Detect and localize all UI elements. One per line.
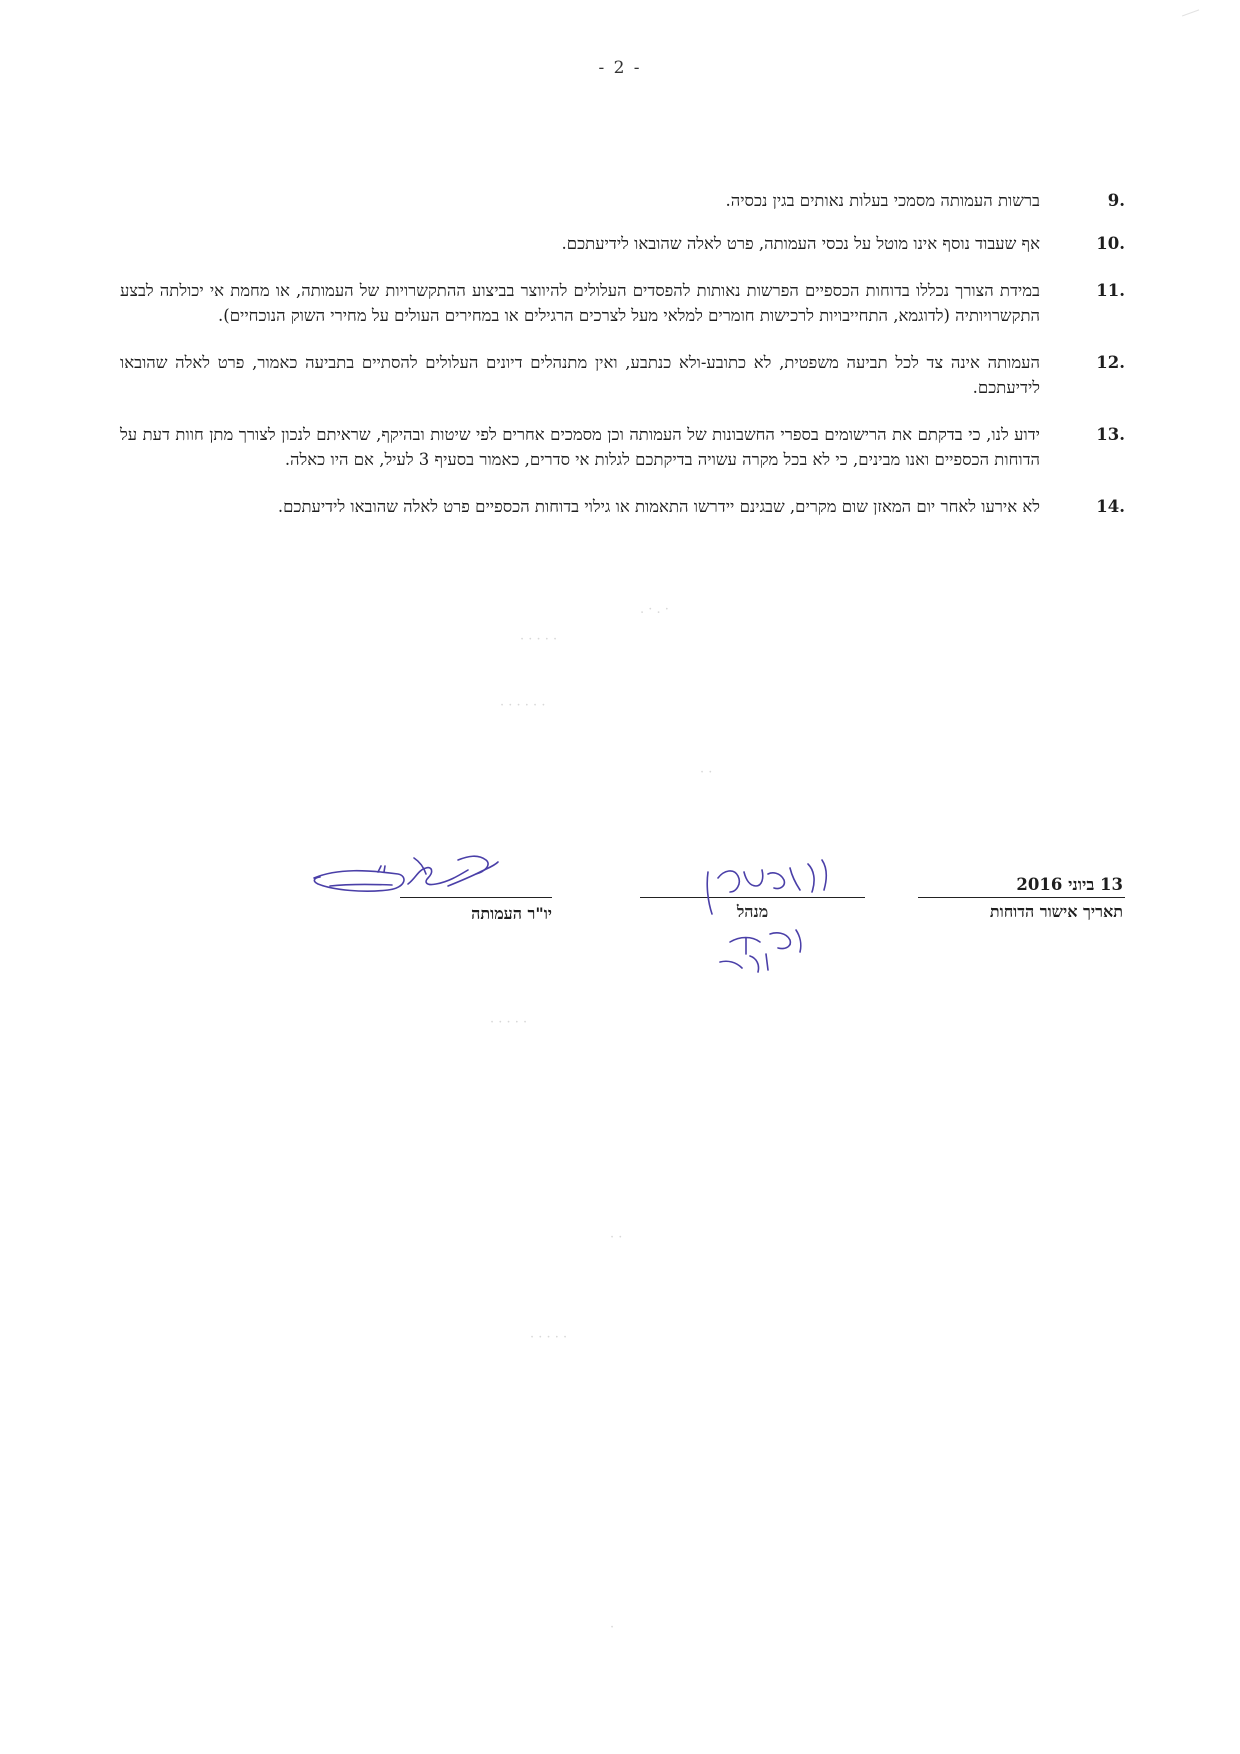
clause-number: .13	[1096, 425, 1125, 444]
scan-bleed-mark: · · · · · ·	[500, 698, 546, 713]
approval-date-value: 13 ביוני 2016	[1016, 875, 1123, 894]
chair-caption: יו"ר העמותה	[471, 904, 552, 923]
clause-number: .10	[1096, 234, 1125, 253]
scan-bleed-mark: . · . ·	[640, 602, 669, 617]
manager-caption: מנהל	[736, 902, 769, 921]
page-number: - 2 -	[598, 58, 642, 78]
clause-11	[120, 278, 1125, 328]
clause-14	[120, 494, 1125, 519]
approval-date-caption: תאריך אישור הדוחות	[989, 902, 1123, 921]
manager-handwritten-signature	[700, 850, 850, 985]
clause-12	[120, 350, 1125, 400]
clause-9	[120, 188, 1125, 213]
clause-text: העמותה אינה צד לכל תביעה משפטית, לא כתובע-ולא כנתבע, ואין מתנהלים דיונים העלולים להסתיים בתביעה כאמור, פרט לאלה שהובאו לידיעתכם.	[120, 353, 1040, 397]
scan-bleed-mark: · ·	[700, 765, 713, 780]
clause-number: .12	[1096, 353, 1125, 372]
date-signature-line	[918, 897, 1125, 898]
approval-date-block	[918, 873, 1125, 922]
scan-bleed-mark: · · · · ·	[490, 1015, 528, 1030]
clause-text: ברשות העמותה מסמכי בעלות נאותים בגין נכסיה.	[725, 191, 1040, 210]
clause-10	[120, 231, 1125, 256]
chair-handwritten-signature	[308, 848, 518, 908]
clause-text: לא אירעו לאחר יום המאזן שום מקרים, שבגינם יידרשו התאמות או גילוי בדוחות הכספיים פרט לאלה שהובאו לידיעתכם.	[277, 497, 1040, 516]
clause-list	[120, 188, 1125, 519]
scan-corner-mark	[1182, 9, 1204, 29]
clause-13	[120, 422, 1125, 472]
clause-number: .9	[1107, 191, 1125, 210]
clause-text: במידת הצורך נכללו בדוחות הכספיים הפרשות נאותות להפסדים העלולים להיווצר בביצוע ההתקשרויות של העמותה, או מחמת אי יכולתה לבצע התקשרויותיה (לדוגמא, התחייבויות לרכישות חומרים למלאי מעל לצרכים הרגילים או במחירים העולים על מחירי השוק הנוכחיים).	[120, 281, 1040, 325]
scan-bleed-mark: · · · · ·	[530, 1330, 568, 1345]
clause-text: אף שעבוד נוסף אינו מוטל על נכסי העמותה, פרט לאלה שהובאו לידיעתכם.	[561, 234, 1040, 253]
scan-bleed-mark: · · · · ·	[520, 632, 558, 647]
scan-bleed-mark: · ·	[610, 1230, 623, 1245]
clause-number: .14	[1096, 497, 1125, 516]
scan-bleed-mark: ·	[610, 1620, 615, 1635]
clause-number: .11	[1096, 281, 1125, 300]
clause-text: ידוע לנו, כי בדקתם את הרישומים בספרי החשבונות של העמותה וכן מסמכים אחרים לפי שיטות ובהיקף, שראיתם לנכון לצורך מתן חוות דעת על הדוחות הכספיים ואנו מבינים, כי לא בכל מקרה עשויה בדיקתכם לגלות אי סדרים, כאמור בסעיף 3 לעיל, אם היו כאלה.	[120, 425, 1040, 469]
